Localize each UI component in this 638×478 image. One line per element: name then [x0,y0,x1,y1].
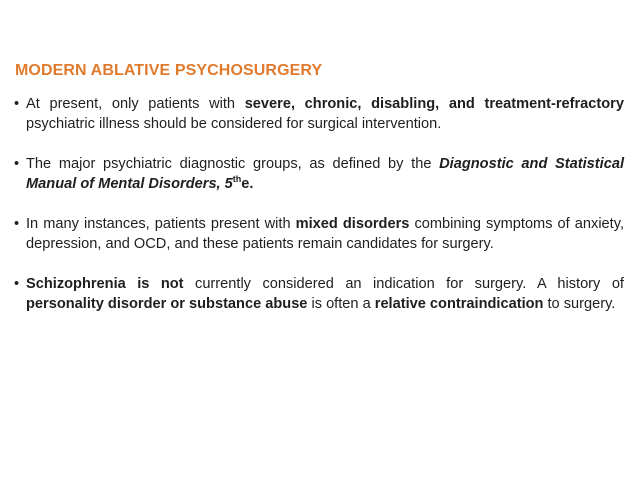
bullet-icon: • [14,96,20,112]
slide-title: MODERN ABLATIVE PSYCHOSURGERY [15,62,323,79]
bullet-1-text-a: At present, only patients with [26,96,245,112]
bullet-4-text-bold-e: relative contraindication [374,296,544,312]
bullet-4-text-b: currently considered an indication for surgery. A history of [183,276,624,292]
bullet-icon: • [14,276,20,292]
bullet-4-text-d: is often a [307,296,375,312]
bullet-3-text-a: In many instances, patients present with [26,216,296,232]
bullet-list [14,94,624,334]
bullet-3-text-c: combining symptoms of anxiety, depression, and OCD, and these patients remain candidates for surgery. [26,216,624,252]
bullet-icon: • [14,216,20,232]
bullet-2-superscript: th [232,174,242,185]
bullet-4-text-bold-c: personality disorder or substance abuse [26,296,308,312]
bullet-item-1 [14,94,624,134]
bullet-icon: • [14,156,20,172]
bullet-1-text-bold: severe, chronic, disabling, and treatment-refractory [244,96,624,112]
bullet-4-text-f: to surgery. [543,296,616,312]
bullet-2-dsm-title: Diagnostic and Statistical Manual of Mental Disorders, 5 [26,156,624,192]
bullet-item-3 [14,214,624,254]
bullet-item-2 [14,154,624,194]
bullet-item-4 [14,274,624,314]
bullet-2-text-c: e. [241,176,254,192]
bullet-4-text-bold-a: Schizophrenia is not [26,276,184,292]
bullet-2-text-a: The major psychiatric diagnostic groups, as defined by the [26,156,440,172]
bullet-3-text-bold: mixed disorders [295,216,410,232]
bullet-1-text-c: psychiatric illness should be considered for surgical intervention. [26,116,442,132]
